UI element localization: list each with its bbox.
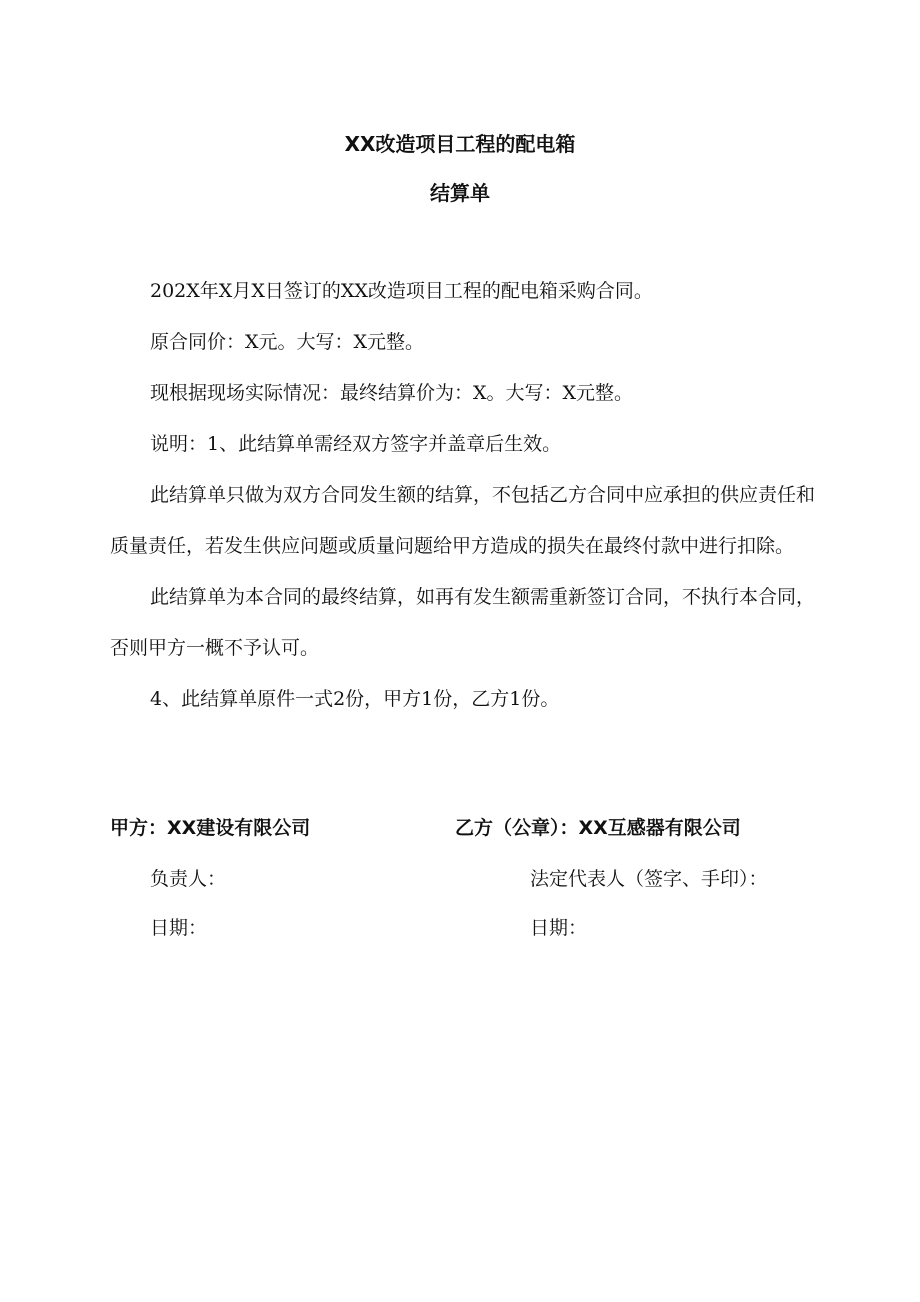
paragraph-note-2: 此结算单只做为双方合同发生额的结算，不包括乙方合同中应承担的供应责任和质量责任，若发生供应问题或质量问题给甲方造成的损失在最终付款中进行扣除。 <box>110 484 816 557</box>
paragraph-note-4: 4、此结算单原件一式2份，甲方1份，乙方1份。 <box>150 688 560 710</box>
paragraph-note-1: 说明：1、此结算单需经双方签字并盖章后生效。 <box>150 433 562 455</box>
party-a-date-label: 日期： <box>150 917 208 939</box>
paragraph-final-price: 现根据现场实际情况：最终结算价为：X。大写：X元整。 <box>150 382 634 404</box>
document-body <box>110 266 815 725</box>
party-b-date-label: 日期： <box>530 917 588 939</box>
paragraph-contract-date: 202X年X月X日签订的XX改造项目工程的配电箱采购合同。 <box>150 280 653 302</box>
document-subtitle: 结算单 <box>430 181 490 205</box>
party-b-title: 乙方（公章）：XX互感器有限公司 <box>455 817 741 839</box>
document-title: XX改造项目工程的配电箱 <box>344 132 576 156</box>
party-b-person-label: 法定代表人（签字、手印）： <box>530 868 768 890</box>
party-a-title: 甲方：XX建设有限公司 <box>110 817 311 839</box>
paragraph-note-3: 此结算单为本合同的最终结算，如再有发生额需重新签订合同，不执行本合同，否则甲方一概不予认可。 <box>110 586 816 659</box>
paragraph-original-price: 原合同价：X元。大写：X元整。 <box>150 331 425 353</box>
party-a-person-label: 负责人： <box>150 868 227 890</box>
